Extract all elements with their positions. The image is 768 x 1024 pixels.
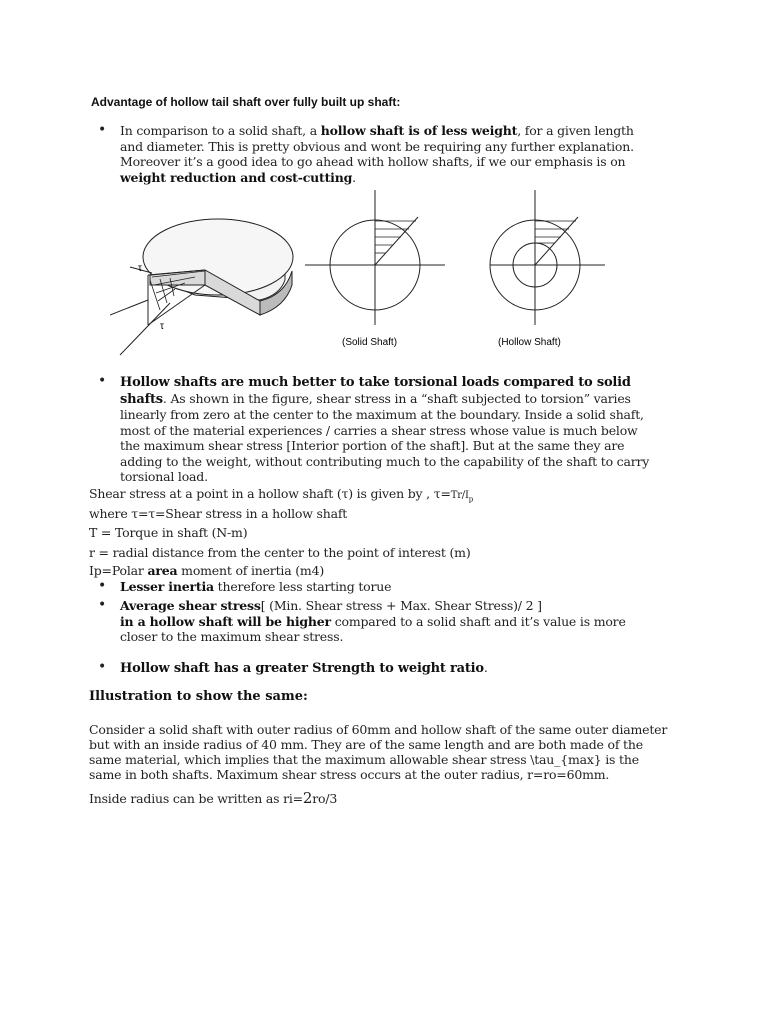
hollow-shaft-section [490,190,605,325]
illustration-subheading: Illustration to show the same: [89,689,308,704]
shaft-stress-figure [110,185,620,360]
formula-def-radius: r = radial distance from the center to the point of interest (m) [89,545,471,560]
bullet-dot: • [98,373,107,389]
solid-shaft-section [305,190,445,325]
bullet-text: Lesser inertia therefore less starting torue [120,579,392,594]
illustration-paragraph: Consider a solid shaft with outer radius of 60mm and hollow shaft of the same outer diameter but with an inside radius of 40 mm. They are of the same length and are both made of the same material, which implies that the maximum allowable shear stress \tau_{max} is the same in both shafts. Maximum shear stress occurs at the outer radius, r=ro=60mm. [89,722,668,782]
shear-stress-formula: Shear stress at a point in a hollow shaft (τ) is given by , $\tau=Tr/I_p$ [89,486,473,504]
formula-def-tau: where τ=τ=Shear stress in a hollow shaft [89,506,348,521]
bullet-dot: • [98,122,107,138]
hollow-shaft-label: (Hollow Shaft) [498,337,561,348]
bullet-text: Average shear stress[ (Min. Shear stress + Max. Shear Stress)/ 2 ] in a hollow shaft will be higher compared to a solid shaft and it’s value is more closer to the maximum shear stress. [120,598,626,644]
bullet-text: Hollow shaft has a greater Strength to weight ratio. [120,660,488,676]
bullet-text: Hollow shafts are much better to take torsional loads compared to solid shafts. As shown in the figure, shear stress in a “shaft subjected to torsion” varies linearly from zero at the center to the maximum at the boundary. Inside a solid shaft, most of the material experiences / carries a shear stress whose value is much below the maximum shear stress [Interior portion of the shaft]. But at the same they are adding to the weight, without contributing much to the capability of the shaft to carry torsional load. [120,375,650,484]
bullet-dot: • [98,597,107,613]
formula-def-torque: T = Torque in shaft (N-m) [89,525,248,540]
tau-label-top: τ [138,263,142,274]
bullet-text: In comparison to a solid shaft, a hollow shaft is of less weight, for a given length and diameter. This is pretty obvious and wont be requiring any further explanation. Moreover it’s a good idea to go ahead with hollow shafts, if we our emphasis is on weight reduction and cost-cutting. [120,123,634,185]
inside-radius-line: Inside radius can be written as ri=2ro/3 [89,789,338,807]
section-heading: Advantage of hollow tail shaft over fully built up shaft: [91,95,401,109]
tau-label-bottom: τ [160,321,164,332]
bullet-dot: • [98,578,107,594]
solid-shaft-label: (Solid Shaft) [342,337,398,348]
bullet-dot: • [98,659,107,675]
cylinder-cutaway [110,219,293,355]
formula-def-inertia: Ip=Polar area moment of inertia (m4) [89,563,324,578]
shaft-stress-diagram [110,185,620,360]
